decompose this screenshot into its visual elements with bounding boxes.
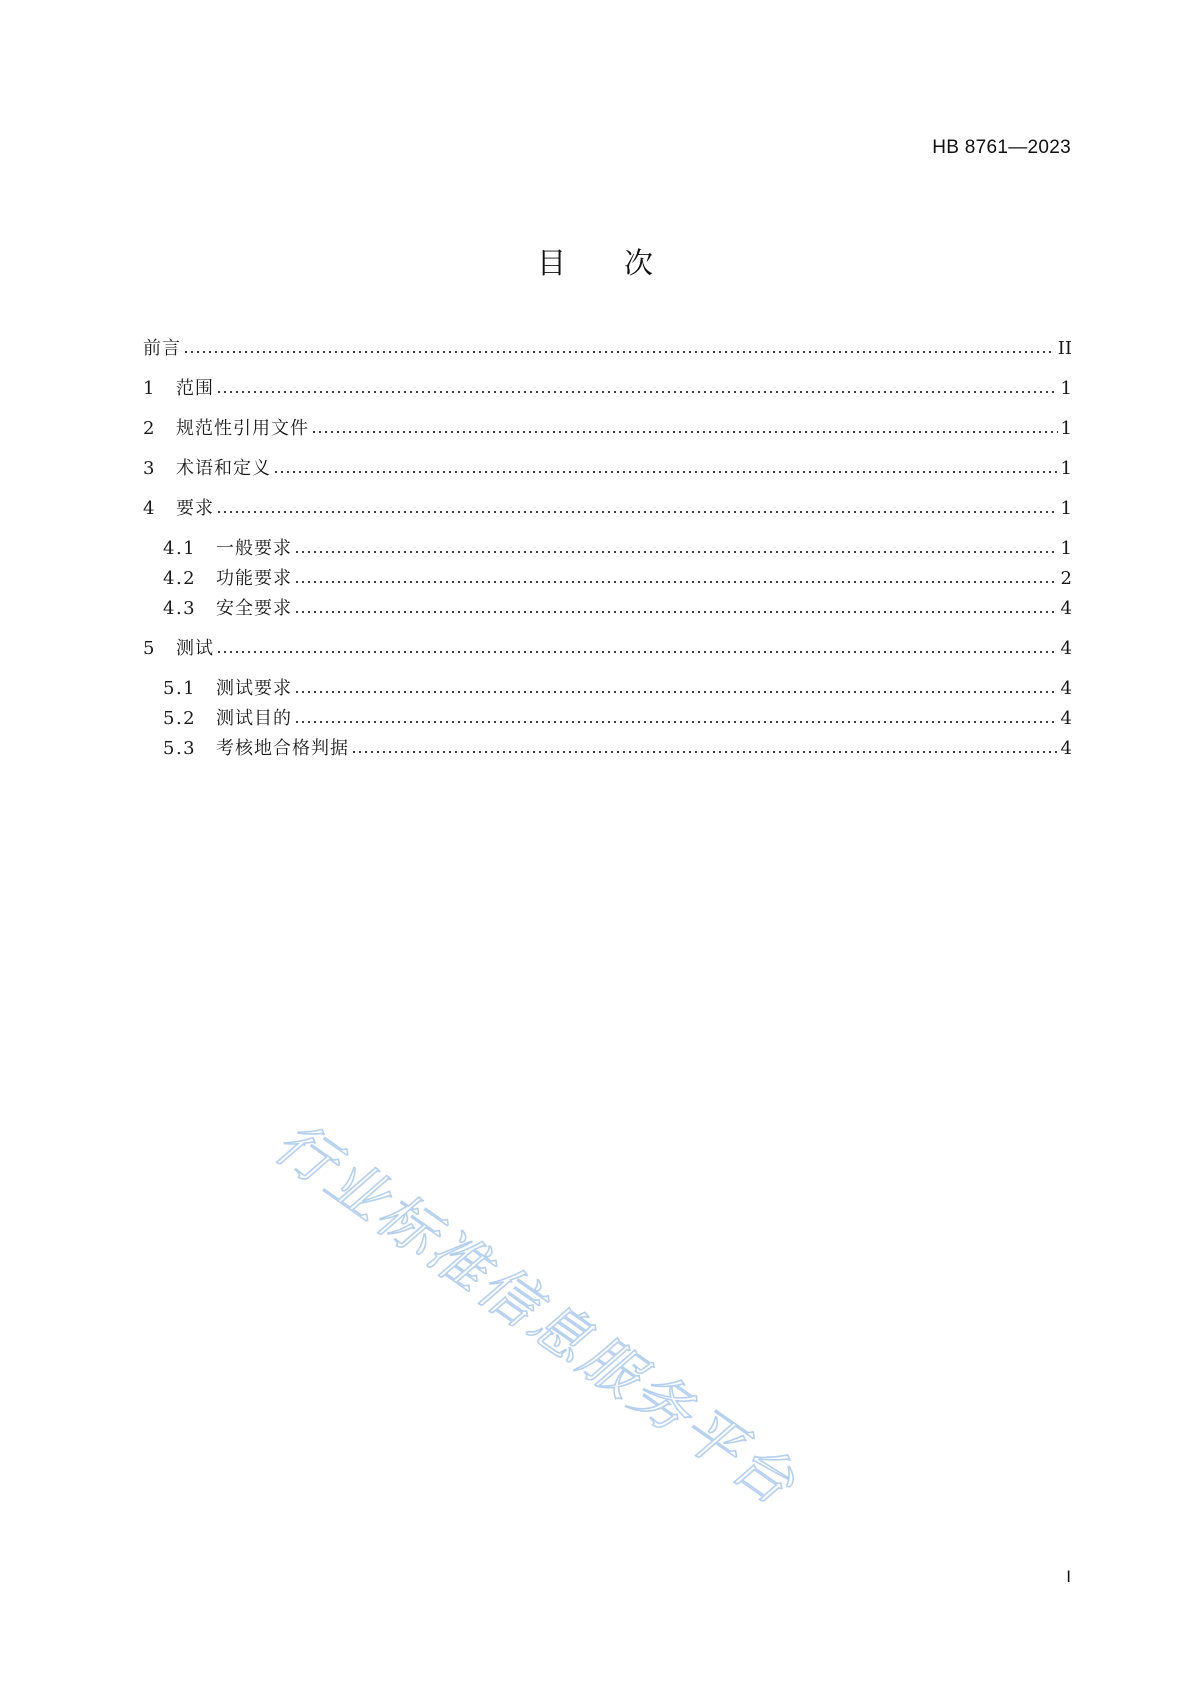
toc-entry-number: 3 [143,458,155,479]
toc-entry-text: 前言 [143,338,181,359]
toc-entry-text: 安全要求 [216,598,292,619]
toc-entry-page: 4 [1060,708,1072,729]
toc-entry-5-2[interactable] [163,706,1072,732]
toc-entry-5[interactable] [143,636,1072,662]
toc-entry-number: 5.2 [163,708,197,729]
toc-entry-text: 测试 [176,638,214,659]
toc-entry-5-3[interactable] [163,736,1072,762]
toc-dot-leader [294,611,1058,613]
toc-entry-text: 测试要求 [216,678,292,699]
toc-entry-page: 4 [1060,678,1072,699]
toc-entry-number: 4 [143,498,155,519]
toc-entry-number: 4.2 [163,568,197,589]
toc-entry-number: 4.1 [163,538,197,559]
toc-entry-4[interactable] [143,496,1072,522]
toc-entry-text: 功能要求 [216,568,292,589]
toc-entry-page: 1 [1060,458,1072,479]
toc-dot-leader [294,691,1058,693]
toc-entry-text: 要求 [176,498,214,519]
toc-dot-leader [183,351,1055,353]
toc-entry-page: 4 [1060,638,1072,659]
toc-entry-2[interactable] [143,416,1072,442]
toc-entry-number: 2 [143,418,155,439]
toc-entry-page: 1 [1060,418,1072,439]
toc-entry-4-3[interactable] [163,596,1072,622]
toc-entry-number: 4.3 [163,598,197,619]
toc-dot-leader [216,391,1058,393]
toc-entry-page: 1 [1060,378,1072,399]
toc-dot-leader [273,471,1058,473]
toc-dot-leader [216,651,1058,653]
toc-entry-text: 一般要求 [216,538,292,559]
toc-dot-leader [294,551,1058,553]
toc-entry-text: 规范性引用文件 [176,418,309,439]
toc-entry-5-1[interactable] [163,676,1072,702]
toc-dot-leader [351,751,1058,753]
toc-entry-foreword[interactable] [143,336,1072,362]
toc-dot-leader [216,511,1058,513]
toc-entry-number: 5 [143,638,155,659]
toc-entry-page: II [1057,338,1072,359]
toc-entry-1[interactable] [143,376,1072,402]
toc-dot-leader [294,721,1058,723]
toc-entry-page: 2 [1060,568,1072,589]
toc-entry-4-2[interactable] [163,566,1072,592]
toc-entry-page: 4 [1060,738,1072,759]
page-number: I [1066,1567,1071,1586]
toc-entry-number: 5.3 [163,738,197,759]
toc-entry-page: 1 [1060,498,1072,519]
toc-entry-page: 1 [1060,538,1072,559]
toc-entry-text: 范围 [176,378,214,399]
toc-entry-text: 术语和定义 [176,458,271,479]
toc-entry-4-1[interactable] [163,536,1072,562]
toc-dot-leader [311,431,1058,433]
standard-number: HB 8761—2023 [932,137,1071,158]
toc-entry-number: 5.1 [163,678,197,699]
page-title: 目次 [536,246,711,280]
toc-entry-text: 测试目的 [216,708,292,729]
toc-entry-text: 考核地合格判据 [216,738,349,759]
toc-entry-page: 4 [1060,598,1072,619]
watermark-text: 行业标准信息服务平台 [262,1108,810,1520]
toc-entry-3[interactable] [143,456,1072,482]
toc-dot-leader [294,581,1058,583]
toc-entry-number: 1 [143,378,155,399]
